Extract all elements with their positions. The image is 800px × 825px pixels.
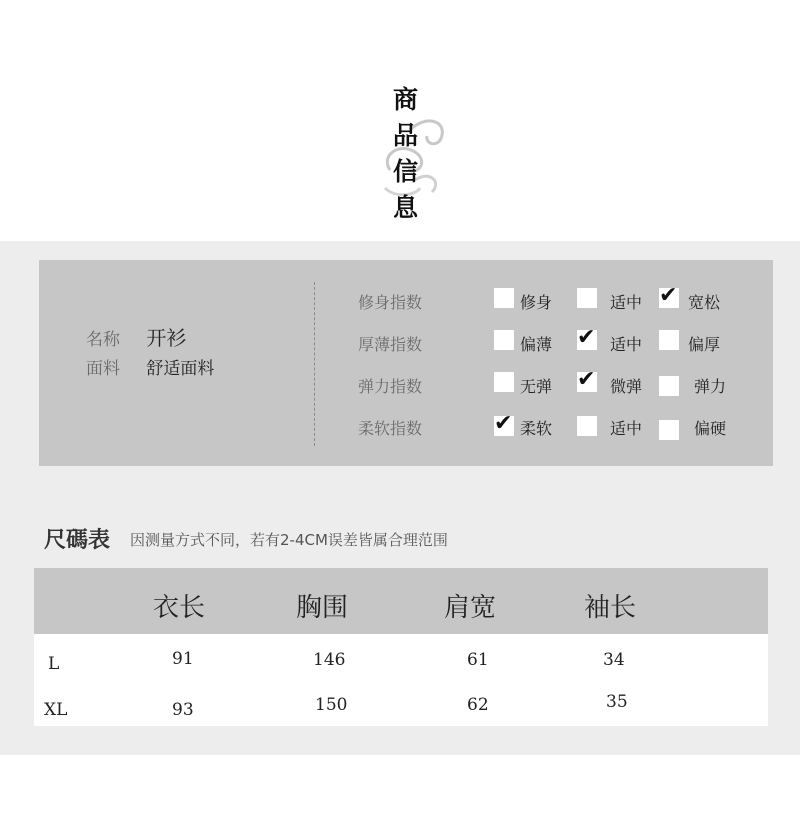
index-label: 柔软指数	[358, 419, 423, 438]
title-char-4: 息	[393, 193, 419, 222]
name-value: 开衫	[146, 326, 187, 350]
option-label: 偏厚	[688, 335, 721, 354]
checkbox[interactable]	[577, 416, 597, 436]
table-cell: 146	[313, 650, 346, 670]
option-label: 适中	[610, 419, 643, 438]
index-label: 厚薄指数	[358, 335, 423, 354]
size-chart-title: 尺碼表	[44, 528, 111, 553]
checkbox[interactable]	[659, 420, 679, 440]
size-chart-note: 因测量方式不同，若有2-4CM误差皆属合理范围	[130, 531, 448, 549]
column-header-sleeve: 袖长	[584, 593, 637, 623]
option-label: 修身	[520, 293, 553, 312]
option-label: 偏薄	[520, 335, 553, 354]
option-label: 适中	[610, 335, 643, 354]
title-char-2: 品	[393, 121, 419, 150]
checkbox[interactable]	[494, 330, 514, 350]
checkmark-icon: ✔	[577, 325, 596, 350]
fabric-label: 面料	[86, 359, 120, 379]
checkbox[interactable]	[659, 330, 679, 350]
size-table-header	[34, 568, 768, 634]
column-header-shoulder: 肩宽	[444, 593, 497, 623]
option-label: 微弹	[610, 377, 643, 396]
table-cell: 62	[467, 695, 489, 715]
checkbox[interactable]	[577, 288, 597, 308]
checkbox[interactable]	[494, 288, 514, 308]
table-cell: 35	[606, 692, 628, 712]
fabric-value: 舒适面料	[146, 359, 215, 379]
table-cell: 91	[172, 649, 194, 669]
table-cell: 34	[603, 650, 625, 670]
fabric-field	[86, 354, 214, 379]
size-table-body	[34, 634, 768, 726]
column-header-chest: 胸围	[296, 593, 349, 623]
index-label: 修身指数	[358, 293, 423, 312]
option-label: 无弹	[520, 377, 553, 396]
checkmark-icon: ✔	[577, 367, 596, 392]
option-label: 偏硬	[694, 419, 727, 438]
option-label: 宽松	[688, 293, 721, 312]
checkmark-icon: ✔	[494, 411, 513, 436]
table-cell: 93	[172, 700, 194, 720]
column-header-length: 衣长	[153, 593, 206, 623]
checkbox[interactable]	[659, 376, 679, 396]
checkmark-icon: ✔	[659, 283, 678, 308]
name-field	[86, 322, 186, 351]
checkbox[interactable]	[494, 372, 514, 392]
name-label: 名称	[86, 330, 120, 350]
option-label: 弹力	[694, 377, 727, 396]
panel-divider	[314, 282, 315, 446]
title-char-3: 信	[393, 157, 419, 186]
product-info-title	[370, 70, 460, 220]
option-label: 柔软	[520, 419, 553, 438]
index-label: 弹力指数	[358, 377, 423, 396]
table-cell: 150	[315, 695, 348, 715]
option-label: 适中	[610, 293, 643, 312]
size-cell: XL	[44, 700, 68, 720]
size-cell: L	[48, 654, 60, 674]
table-cell: 61	[467, 650, 489, 670]
title-char-1: 商	[393, 85, 419, 114]
